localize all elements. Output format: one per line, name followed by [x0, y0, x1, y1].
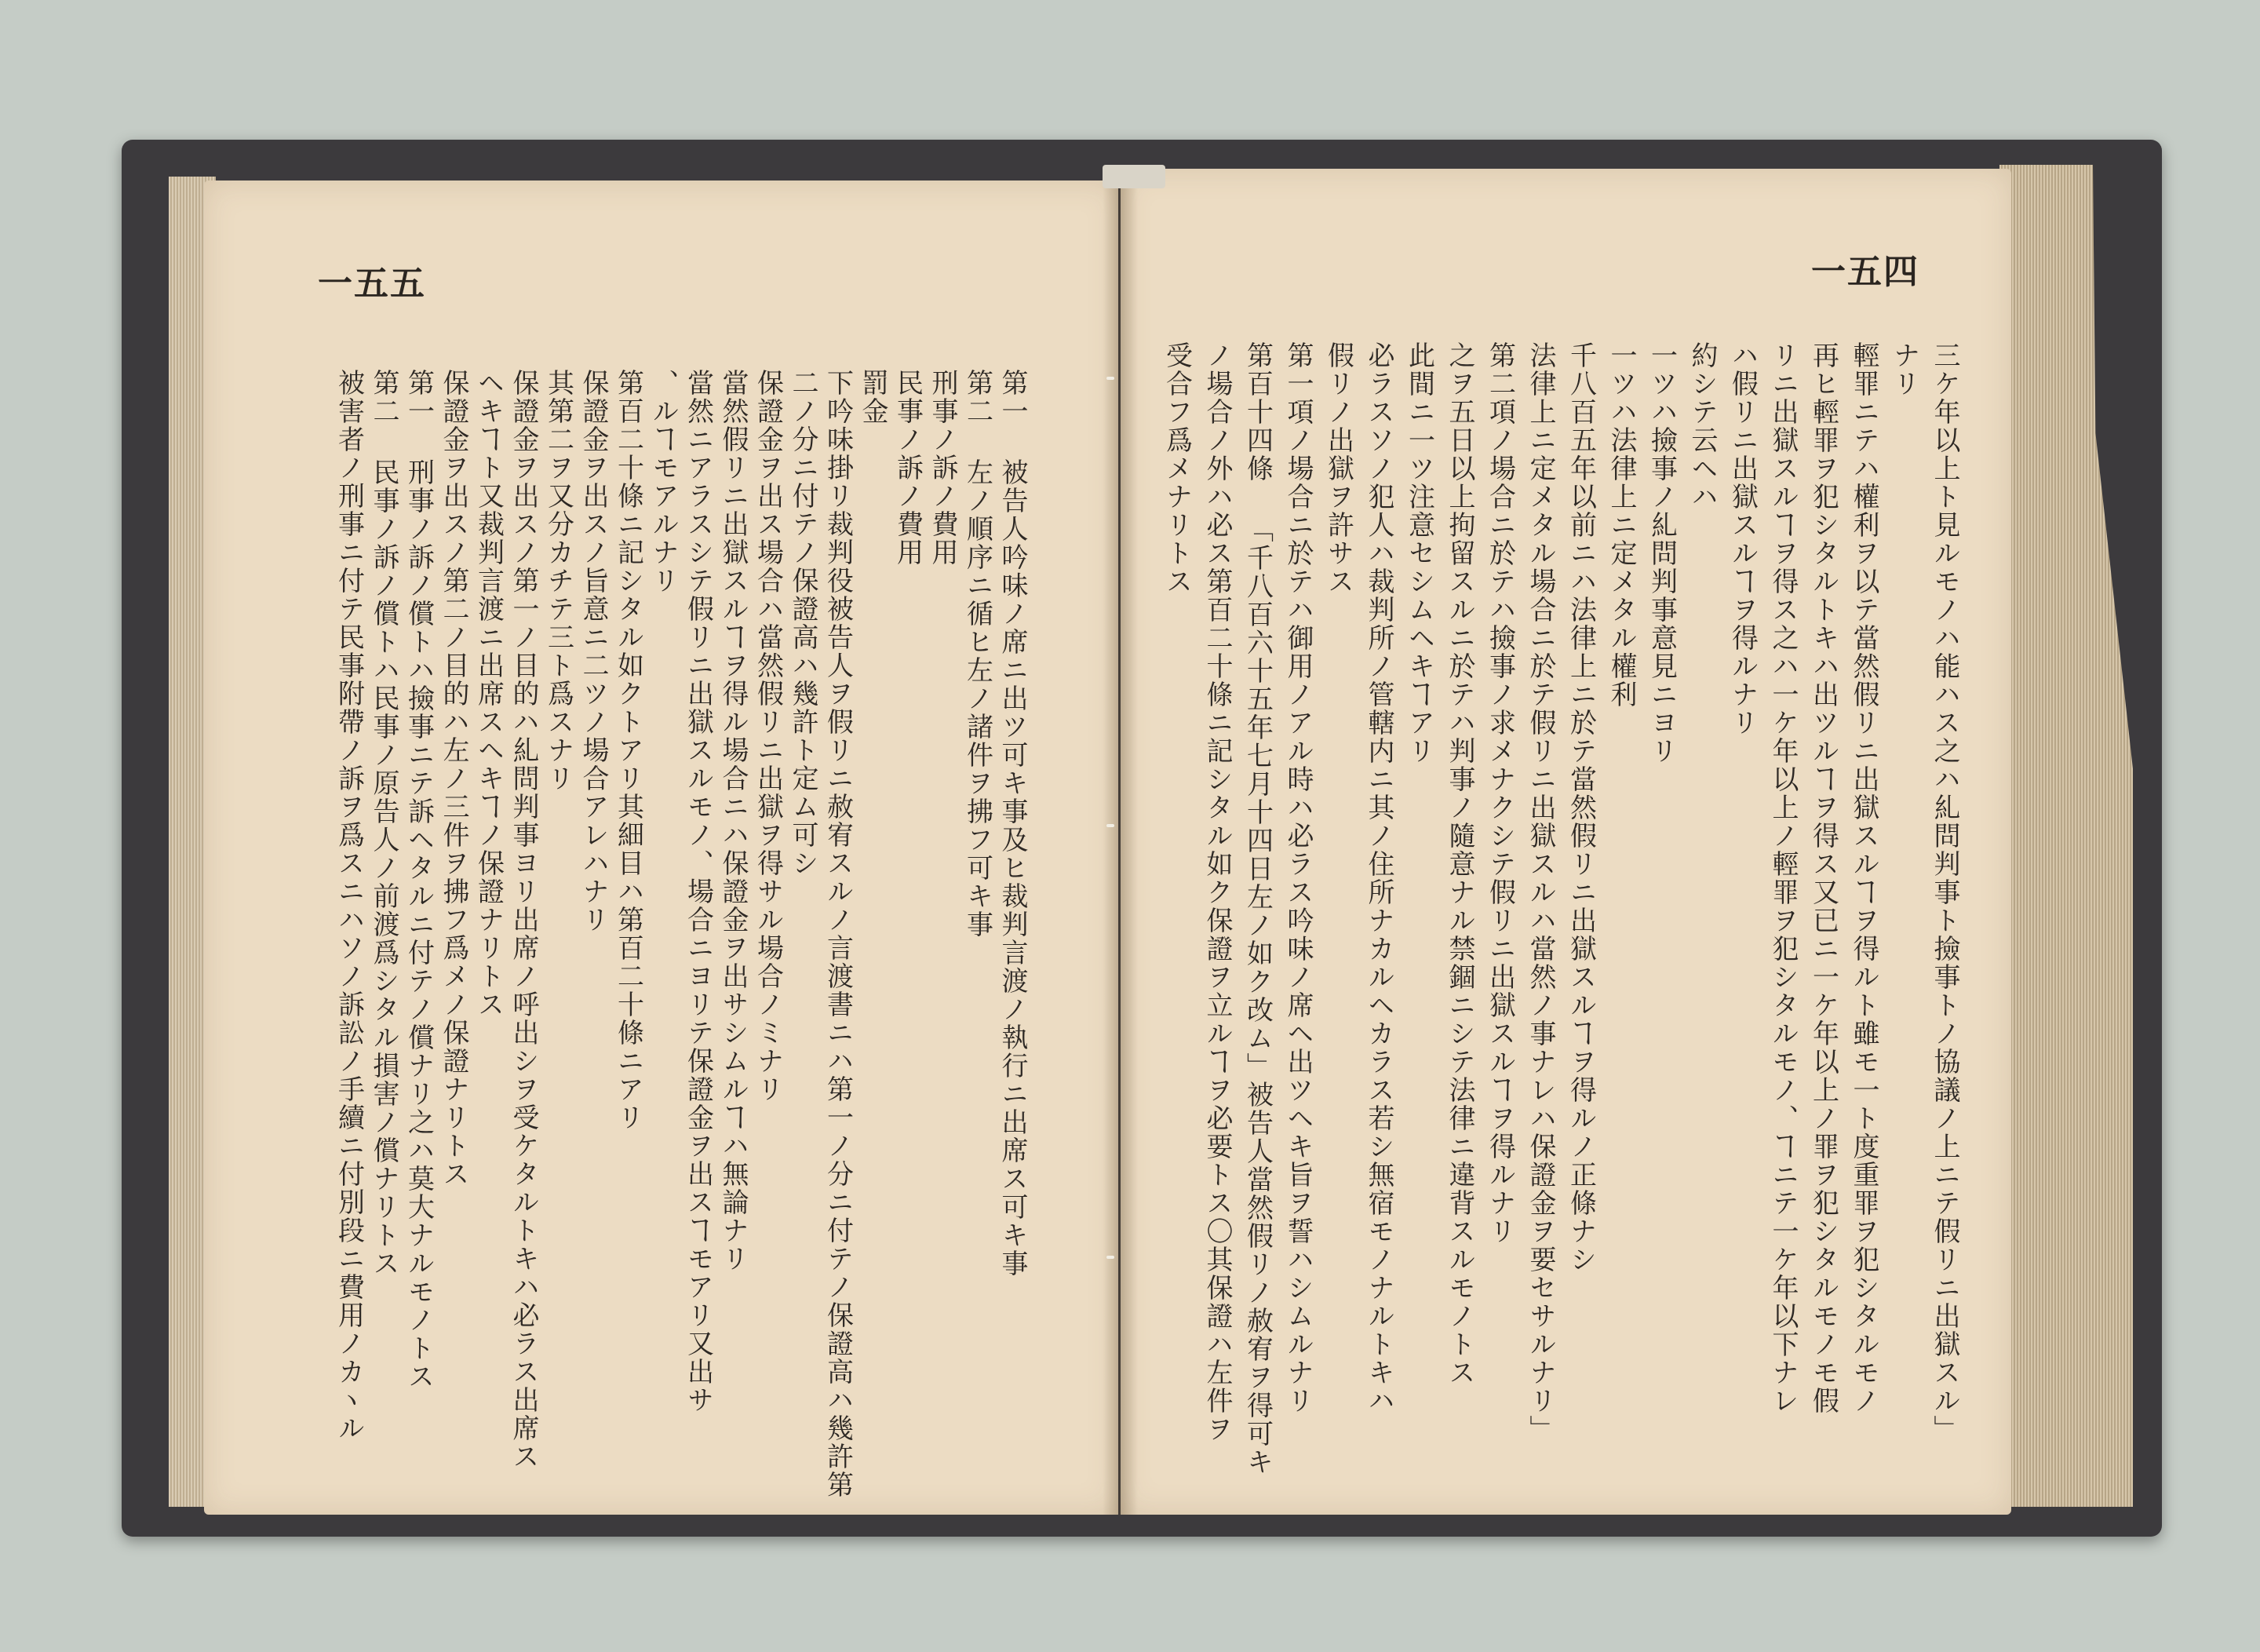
text-column: 再ヒ輕罪ヲ犯シタルトキハ出ツルヿヲ得ス又已ニ一ケ年以上ノ罪ヲ犯シタルモノモ假 [1807, 341, 1839, 1415]
text-column: 一ツハ撿事ノ糺問判事意見ニヨリ [1646, 341, 1678, 765]
text-column: 必ラスソノ犯人ハ裁判所ノ管轄内ニ其ノ住所ナカルヘカラス若シ無宿モノナルトキハ [1363, 341, 1394, 1415]
text-column: 第二 左ノ順序ニ循ヒ左ノ諸件ヲ拂フ可キ事 [961, 369, 993, 939]
text-column: 民事ノ訴ノ費用 [891, 369, 924, 567]
text-column: 、ルヿモアルナリ [647, 369, 679, 595]
text-column: ノ場合ノ外ハ必ス第百二十條ニ記シタル如ク保證ヲ立ルヿヲ必要トス〇其保證ハ左件ヲ [1201, 341, 1233, 1443]
text-column: 法律上ニ定メタル場合ニ於テ假リニ出獄スルハ當然ノ事ナレハ保證金ヲ要セサルナリ」 [1525, 341, 1556, 1443]
text-column: 第百十四條 「千八百六十五年七月十四日左ノ如ク改ム」被告人當然假リノ赦宥ヲ得可キ [1241, 341, 1274, 1476]
text-column: 假リノ出獄ヲ許サス [1322, 341, 1354, 596]
text-column: ハ假リニ出獄スルヿヲ得ルナリ [1726, 341, 1759, 737]
text-column: 保證金ヲ出スノ第二ノ目的ハ左ノ三件ヲ拂フ爲メノ保證ナリトス [438, 369, 469, 1188]
headband [1103, 165, 1165, 188]
text-column: 約シテ云ヘハ [1686, 341, 1718, 511]
text-column: ヘキヿト又裁判言渡ニ出席スヘキヿノ保證ナリトス [472, 369, 505, 1019]
text-column: 三ケ年以上ト見ルモノハ能ハス之ハ糺問判事ト撿事トノ協議ノ上ニテ假リニ出獄スル」 [1929, 341, 1960, 1443]
text-column: 第一 刑事ノ訴ノ償トハ撿事ニテ訴ヘタルニ付テノ償ナリ之ハ莫大ナルモノトス [403, 369, 435, 1391]
text-column: 之ヲ五日以上拘留スルニ於テハ判事ノ隨意ナル禁錮ニシテ法律ニ違背スルモノトス [1444, 341, 1475, 1387]
binding-stitch [1106, 824, 1114, 827]
text-column: 罰金 [857, 369, 888, 425]
text-column: 一ツハ法律上ニ定メタル權利 [1606, 341, 1637, 709]
binding-stitch [1106, 377, 1114, 380]
binding-stitch [1106, 1256, 1114, 1259]
left-page-number: 一五五 [318, 264, 426, 304]
text-column: 第一 被告人吟味ノ席ニ出ツ可キ事及ヒ裁判言渡ノ執行ニ出席ス可キ事 [997, 369, 1028, 1278]
text-column: 第百二十條ニ記シタル如クトアリ其細目ハ第百二十條ニアリ [612, 369, 644, 1132]
text-column: 受合フ爲メナリトス [1161, 341, 1193, 596]
text-column: 此間ニ一ツ注意セシムヘキヿアリ [1403, 341, 1435, 765]
left-page [204, 181, 1118, 1515]
text-column: 第一項ノ場合ニ於テハ御用ノアル時ハ必ラス吟味ノ席ヘ出ツヘキ旨ヲ誓ハシムルナリ [1282, 341, 1314, 1415]
text-column: 千八百五年以前ニハ法律上ニ於テ當然假リニ出獄スルヿヲ得ルノ正條ナシ [1565, 341, 1597, 1274]
text-column: リニ出獄スルヿヲ得ス之ハ一ケ年以上ノ輕罪ヲ犯シタルモノ、ヿニテ一ケ年以下ナレ [1767, 341, 1799, 1415]
text-column: 輕罪ニテハ權利ヲ以テ當然假リニ出獄スルヿヲ得ルト雖モ一ト度重罪ヲ犯シタルモノ [1848, 341, 1879, 1415]
text-column: 其第二ヲ又分カチテ三ト爲スナリ [542, 369, 574, 793]
book-gutter [1103, 169, 1138, 1515]
text-column: ナリ [1888, 341, 1920, 398]
text-column: 保證金ヲ出スノ旨意ニ二ツノ場合アレハナリ [578, 369, 609, 934]
text-column: 下吟味掛リ裁判役被告人ヲ假リニ赦宥スルノ言渡書ニハ第一ノ分ニ付テノ保證高ハ幾許第 [822, 369, 854, 1499]
text-column: 被害者ノ刑事ニ付テ民事附帶ノ訴ヲ爲スニハソノ訴訟ノ手續ニ付別段ニ費用ノカヽル [333, 369, 365, 1442]
text-column: 保證金ヲ出ス場合ハ當然假リニ出獄ヲ得サル場合ノミナリ [752, 369, 784, 1103]
text-column: 第二 民事ノ訴ノ償トハ民事ノ原告人ノ前渡爲シタル損害ノ償ナリトス [368, 369, 399, 1278]
text-column: 刑事ノ訴ノ費用 [927, 369, 958, 567]
right-page-number: 一五四 [1811, 252, 1919, 292]
right-page [1121, 169, 2011, 1515]
text-column: 當然假リニ出獄スルヿヲ得ル場合ニハ保證金ヲ出サシムルヿハ無論ナリ [717, 369, 749, 1273]
text-column: 當然ニアラスシテ假リニ出獄スルモノ、場合ニヨリテ保證金ヲ出スヿモアリ又出サ [682, 369, 714, 1414]
text-column: 二ノ分ニ付テノ保證高ハ幾許ト定ム可シ [787, 369, 818, 877]
text-column: 保證金ヲ出スノ第一ノ目的ハ糺問判事ヨリ出席ノ呼出シヲ受ケタルトキハ必ラス出席ス [508, 369, 539, 1471]
text-column: 第二項ノ場合ニ於テハ撿事ノ求メナクシテ假リニ出獄スルヿヲ得ルナリ [1484, 341, 1516, 1245]
